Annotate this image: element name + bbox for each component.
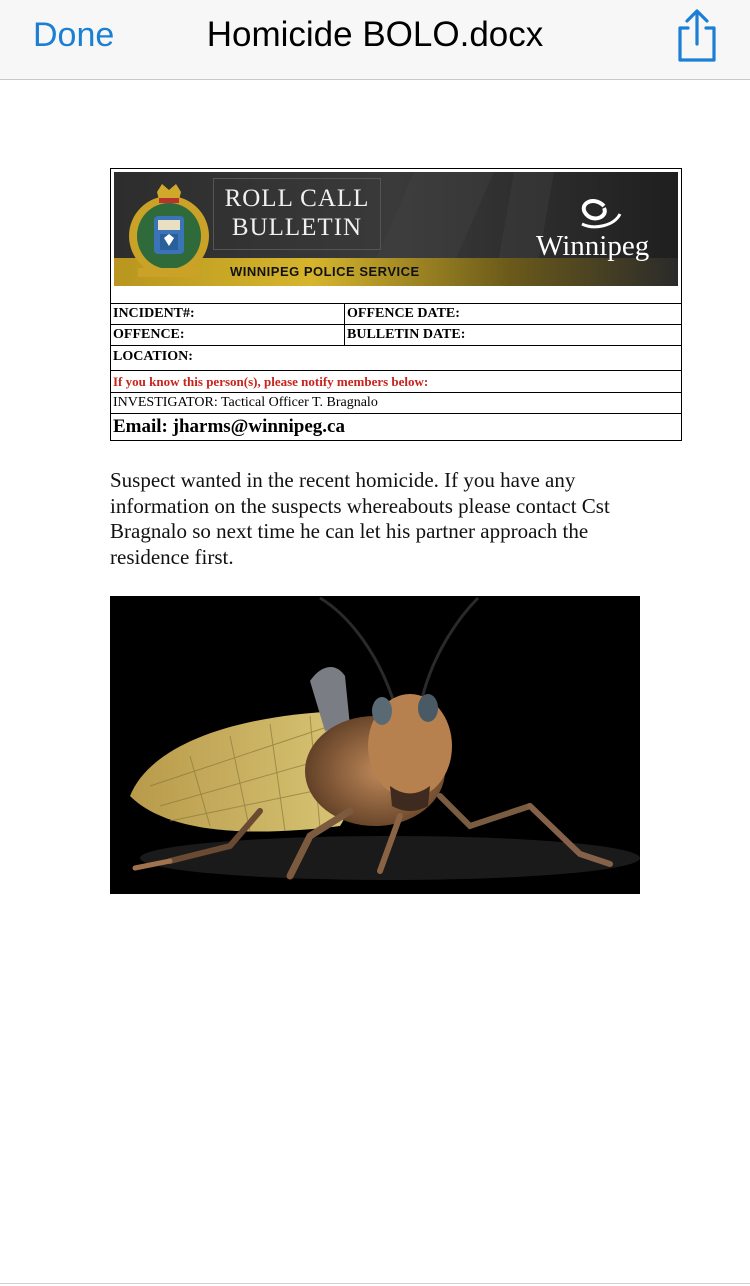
offence-label: OFFENCE:	[111, 325, 345, 345]
bottom-divider	[0, 1283, 750, 1284]
roll-call-bulletin	[110, 168, 682, 441]
notify-notice: If you know this person(s), please notify members below:	[113, 374, 429, 389]
table-row	[111, 414, 681, 440]
table-row	[111, 325, 681, 346]
roll-call-heading	[213, 178, 381, 250]
winnipeg-logo-text: Winnipeg	[536, 230, 650, 262]
email-line: Email: jharms@winnipeg.ca	[113, 416, 345, 437]
location-label: LOCATION:	[113, 349, 193, 364]
document-title: Homicide BOLO.docx	[206, 15, 544, 54]
table-row	[111, 346, 681, 371]
navigation-bar	[0, 0, 750, 80]
heading-line-1: ROLL CALL	[224, 185, 370, 212]
done-button[interactable]: Done	[33, 16, 115, 54]
bulletin-fields	[111, 303, 681, 440]
bulletin-date-label: BULLETIN DATE:	[347, 327, 466, 342]
suspect-photo	[110, 596, 640, 894]
table-row	[111, 304, 681, 325]
share-icon[interactable]	[672, 8, 722, 64]
bulletin-banner	[114, 172, 678, 286]
grasshopper-image	[110, 596, 640, 894]
heading-line-2: BULLETIN	[231, 214, 363, 241]
investigator-line: INVESTIGATOR: Tactical Officer T. Bragnalo	[113, 395, 378, 410]
service-name: WINNIPEG POLICE SERVICE	[230, 264, 420, 279]
table-row	[111, 371, 681, 393]
offence-date-label: OFFENCE DATE:	[347, 306, 460, 321]
incident-label: INCIDENT#:	[111, 304, 345, 324]
police-crest-icon	[124, 178, 214, 282]
document-page	[110, 168, 682, 441]
table-row	[111, 393, 681, 414]
suspect-description: Suspect wanted in the recent homicide. If you have any information on the suspects whereabouts please contact Cst Bragnalo so next time he can let his partner approach the residence first.	[110, 468, 610, 569]
